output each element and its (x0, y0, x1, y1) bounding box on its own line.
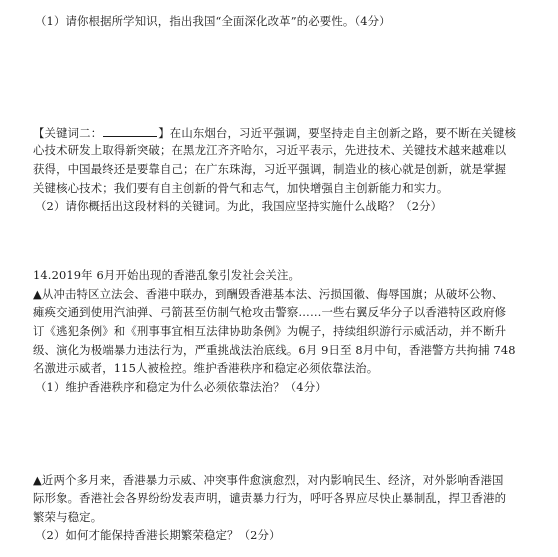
q14-material2-line-2: 际形象。香港社会各界纷纷发表声明，谴责暴力行为，呼吁各界应尽快止暴制乱，捍卫香港的 (33, 491, 507, 505)
question-1: （1）请你根据所学知识，指出我国“全面深化改革”的必要性。（4分） (35, 14, 391, 28)
keyword2-bracket-close: 】 (158, 126, 170, 140)
keyword2-line-3: 获得，中国最终还是要靠自己；在广东珠海，习近平强调，制造业的核心就是创新，就是掌握 (33, 162, 507, 176)
q14-heading: 14.2019年 6月开始出现的香港乱象引发社会关注。 (33, 268, 301, 282)
q14-material-line-4: 级、演化为极端暴力违法行为，严重挑战法治底线。6月 9日至 8月中旬，香港警方共拘捕 748 (33, 343, 516, 357)
keyword2-line1-text: 在山东烟台，习近平强调，要坚持走自主创新之路，要不断在关键核 (169, 126, 517, 140)
q14-material-line-5: 名激进示威者，115人被检控。维护香港秩序和稳定必须依靠法治。 (33, 361, 379, 375)
q14-material-line-2: 瘫痪交通到使用汽油弹、弓箭甚至仿制气枪攻击警察……一些右翼反华分子以香港特区政府修 (33, 305, 507, 319)
q14-material-line-3: 订《逃犯条例》和《刑事事宜相互法律协助条例》为幌子，持续组织游行示威活动，并不断升 (33, 324, 507, 338)
q14-material2-line-3: 繁荣与稳定。 (33, 510, 103, 524)
keyword2-line-4: 关键核心技术；我们要有自主创新的骨气和志气，加快增强自主创新能力和实力。 (33, 181, 449, 195)
q14-question-2: （2）如何才能保持香港长期繁荣稳定？（2分） (35, 528, 281, 542)
keyword2-question: （2）请你概括出这段材料的关键词。为此，我国应坚持实施什么战略？（2分） (35, 199, 443, 213)
q14-material2-line-1: ▲近两个多月来，香港暴力示威、冲突事件愈演愈烈，对内影响民生、经济，对外影响香港国 (33, 473, 504, 487)
keyword2-line-1 (33, 124, 538, 142)
keyword2-blank (103, 124, 157, 137)
q14-question-1: （1）维护香港秩序和稳定为什么必须依靠法治？（4分） (35, 380, 327, 394)
q14-material-line-1: ▲从冲击特区立法会、香港中联办，到酬毁香港基本法、污损国徽、侮辱国旗；从破坏公物、 (33, 287, 504, 301)
keyword2-prefix: 【关键词二： (33, 126, 103, 140)
keyword2-line-2: 心技术研发上取得新突破；在黑龙江齐齐哈尔，习近平表示，先进技术、关键技术越来越难以 (33, 143, 507, 157)
